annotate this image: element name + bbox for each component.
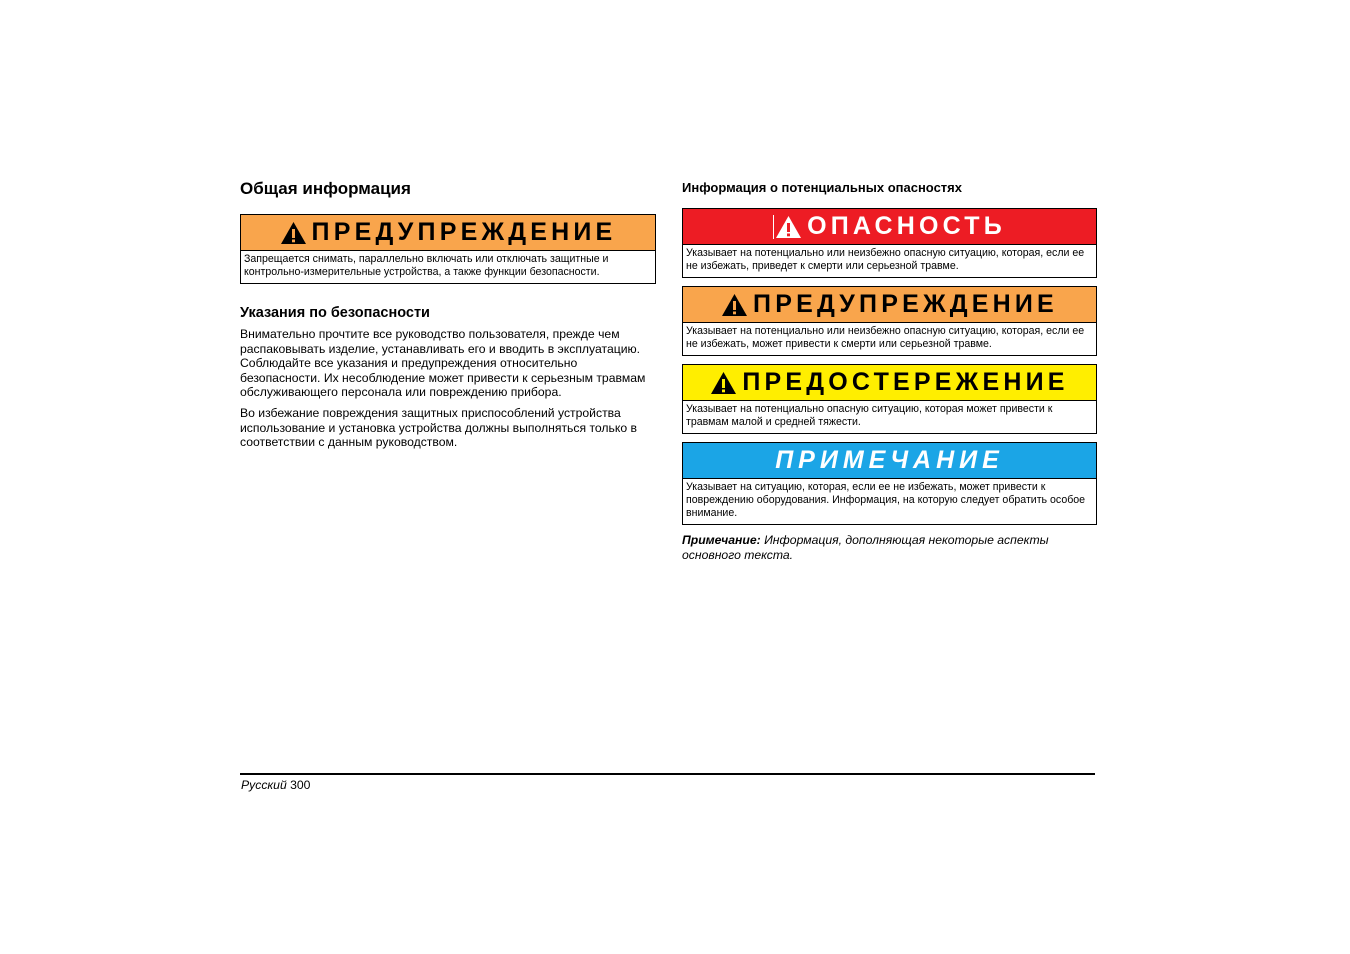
warning-header-2 xyxy=(683,287,1096,323)
danger-triangle-icon xyxy=(773,215,802,239)
page-footer xyxy=(241,778,310,792)
warning-box xyxy=(240,214,656,284)
warning-text: Запрещается снимать, параллельно включать или отключать защитные и контрольно-измерительные устройства, а также функции безопасности. xyxy=(244,253,609,278)
footer-language: Русский xyxy=(241,778,287,792)
right-column xyxy=(682,180,1097,562)
notice-header xyxy=(683,443,1096,479)
warning-label: ПРЕДУПРЕЖДЕНИЕ xyxy=(311,218,617,246)
caution-label: ПРЕДОСТЕРЕЖЕНИЕ xyxy=(742,368,1069,396)
left-column xyxy=(240,178,656,456)
note-paragraph xyxy=(682,533,1097,562)
caution-text: Указывает на потенциально опасную ситуацию, которая может привести к травмам малой и средней тяжести. xyxy=(686,403,1053,428)
section-title-hazard-info: Информация о потенциальных опасностях xyxy=(682,180,962,195)
warning-box-2 xyxy=(682,286,1097,356)
danger-label: ОПАСНОСТЬ xyxy=(807,212,1006,240)
section-title-safety: Указания по безопасности xyxy=(240,305,430,321)
safety-paragraph-2: Во избежание повреждения защитных приспособлений устройства использование и установка устройства должны выполняться только в соответствии с данным руководством. xyxy=(240,405,637,450)
warning-header xyxy=(241,215,655,251)
caution-box xyxy=(682,364,1097,434)
danger-text: Указывает на потенциально или неизбежно опасную ситуацию, которая, если ее не избежать, приведет к смерти или серьезной травме. xyxy=(686,247,1085,272)
warning-triangle-icon xyxy=(721,293,748,317)
notice-text: Указывает на ситуацию, которая, если ее не избежать, может привести к повреждению оборудования. Информация, на которую следует обратить особое внимание. xyxy=(686,481,1086,519)
caution-header xyxy=(683,365,1096,401)
note-text: Информация, дополняющая некоторые аспекты основного текста. xyxy=(682,533,1049,562)
note-label: Примечание: xyxy=(682,533,761,547)
notice-box xyxy=(682,442,1097,525)
notice-label: ПРИМЕЧАНИЕ xyxy=(775,446,1004,474)
footer-divider xyxy=(240,773,1095,775)
section-title-general-info: Общая информация xyxy=(240,179,411,198)
warning-text-2: Указывает на потенциально или неизбежно опасную ситуацию, которая, если ее не избежать, может привести к смерти или серьезной травме. xyxy=(686,325,1085,350)
footer-page-number: 300 xyxy=(290,778,311,792)
warning-triangle-icon xyxy=(280,221,307,245)
safety-paragraph-1: Внимательно прочтите все руководство пользователя, прежде чем распаковывать изделие, устанавливать его и вводить в эксплуатацию. Соблюдайте все указания и предупреждения относительно безопасности. Их несоблюдение может привести к серьезным травмам обслуживающего персонала или повреждению прибора. xyxy=(240,327,646,400)
caution-triangle-icon xyxy=(710,371,737,395)
danger-header xyxy=(683,209,1096,245)
warning-label-2: ПРЕДУПРЕЖДЕНИЕ xyxy=(753,290,1058,318)
danger-box xyxy=(682,208,1097,278)
